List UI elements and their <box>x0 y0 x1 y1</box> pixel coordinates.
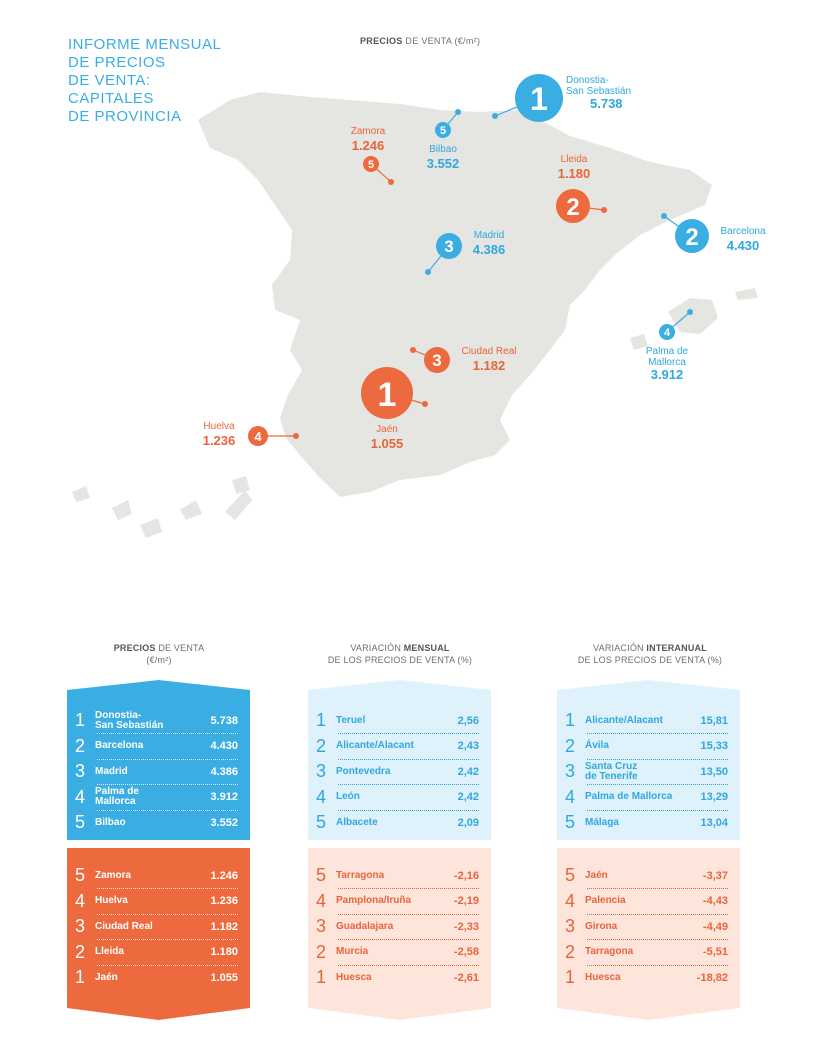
svg-text:2: 2 <box>685 224 699 251</box>
city-name: Bilbao <box>95 816 126 828</box>
svg-text:2: 2 <box>566 194 580 221</box>
city-value: 13,50 <box>700 765 728 778</box>
city-name: Palma de Mallorca <box>585 791 673 802</box>
city-value: 2,56 <box>457 714 479 727</box>
rank-number: 2 <box>316 735 327 756</box>
ranking-row <box>565 914 730 939</box>
rank-number: 1 <box>565 967 576 987</box>
ranking-row <box>316 914 481 939</box>
ranking-row <box>75 889 240 914</box>
rank-number: 5 <box>75 865 86 885</box>
map-title: PRECIOS DE VENTA (€/m²) <box>360 36 481 46</box>
ranking-row <box>316 759 481 784</box>
ranking-row <box>565 759 730 784</box>
label-lleida: Lleida 1.180 <box>557 154 591 181</box>
city-value: 1.246 <box>210 869 238 882</box>
city-value: 2,42 <box>457 791 479 803</box>
ranking-row <box>316 708 481 733</box>
city-value: 1.182 <box>210 920 238 933</box>
label-bilbao: Bilbao 3.552 <box>426 144 460 171</box>
city-value: -2,16 <box>453 869 479 882</box>
rank-number: 3 <box>316 761 327 781</box>
rank-number: 4 <box>75 786 86 807</box>
label-barcelona: Barcelona 4.430 <box>720 226 766 253</box>
city-value: -2,61 <box>453 971 479 984</box>
svg-text:5: 5 <box>439 125 447 137</box>
city-name: Madrid <box>95 765 128 777</box>
ranking-row <box>316 965 481 990</box>
city-name: Huelva <box>95 895 128 906</box>
rank-number: 3 <box>565 916 576 936</box>
canary-6 <box>225 490 252 520</box>
mallorca-shape <box>668 298 718 334</box>
city-value: 2,42 <box>457 765 479 778</box>
ranking-row <box>75 965 240 990</box>
rank-number: 5 <box>565 865 576 885</box>
city-name: León <box>336 791 360 802</box>
ranking-row <box>316 810 481 835</box>
label-palma: Palma de Mallorca 3.912 <box>645 346 689 382</box>
ranking-row <box>565 940 730 965</box>
rank-number: 1 <box>75 710 86 730</box>
col-head-prices: PRECIOS DE VENTA (€/m²) <box>113 643 205 665</box>
report-title: INFORME MENSUAL DE PRECIOS DE VENTA: CAPITALES DE PROVINCIA <box>68 36 222 125</box>
rank-number: 2 <box>75 941 86 962</box>
rank-number: 5 <box>565 812 576 832</box>
city-name: Jaén <box>95 971 118 983</box>
city-value: -5,51 <box>702 946 728 958</box>
rank-number: 2 <box>565 941 576 962</box>
city-value: 13,04 <box>700 816 728 829</box>
city-value: 1.180 <box>210 946 238 958</box>
city-value: 3.912 <box>210 791 238 803</box>
city-name: Guadalajara <box>336 920 394 932</box>
rank-number: 5 <box>75 812 86 832</box>
ranking-row <box>316 734 481 759</box>
canary-5 <box>232 476 250 494</box>
rank-number: 2 <box>565 735 576 756</box>
svg-text:1: 1 <box>377 376 397 414</box>
rank-number: 5 <box>316 865 327 885</box>
ranking-row <box>565 734 730 759</box>
city-value: 15,81 <box>700 714 728 727</box>
canary-1 <box>72 486 90 502</box>
svg-text:3: 3 <box>432 351 442 370</box>
city-value: -4,49 <box>702 920 728 933</box>
rank-number: 1 <box>316 710 327 730</box>
rank-number: 4 <box>565 890 576 911</box>
city-value: 15,33 <box>700 740 728 752</box>
label-madrid: Madrid 4.386 <box>472 230 506 257</box>
label-huelva: Huelva 1.236 <box>202 421 236 448</box>
rank-number: 3 <box>75 916 86 936</box>
rank-number: 1 <box>565 710 576 730</box>
ranking-row <box>565 708 730 733</box>
city-name: Palencia <box>585 895 626 906</box>
rank-number: 5 <box>316 812 327 832</box>
city-name: Tarragona <box>585 946 634 957</box>
label-zamora: Zamora 1.246 <box>350 126 386 153</box>
city-value: -4,43 <box>702 895 728 907</box>
label-jaen: Jaén 1.055 <box>370 424 404 451</box>
ranking-row <box>316 940 481 965</box>
svg-text:4: 4 <box>254 429 262 444</box>
city-value: 1.236 <box>210 895 238 907</box>
label-ciudad-real: Ciudad Real 1.182 <box>461 346 517 373</box>
city-name: Santa Cruz de Tenerife <box>585 760 638 782</box>
ranking-row <box>316 889 481 914</box>
city-value: 5.738 <box>210 714 238 727</box>
city-value: -2,58 <box>453 946 479 958</box>
label-donostia: Donostia- San Sebastián 5.738 <box>566 75 632 111</box>
city-name: Huesca <box>336 971 372 983</box>
ranking-row <box>316 863 481 888</box>
rank-number: 4 <box>316 890 327 911</box>
rank-number: 2 <box>316 941 327 962</box>
city-name: Pontevedra <box>336 765 391 777</box>
ranking-row <box>75 708 240 733</box>
city-name: Málaga <box>585 816 619 828</box>
city-name: Alicante/Alacant <box>585 714 663 726</box>
city-name: Donostia- San Sebastián <box>95 709 164 731</box>
city-name: Zamora <box>95 869 132 881</box>
ranking-row <box>75 863 240 888</box>
city-name: Jaén <box>585 869 608 881</box>
rank-number: 1 <box>316 967 327 987</box>
city-value: -2,19 <box>453 895 479 907</box>
rank-number: 4 <box>316 786 327 807</box>
ranking-row <box>75 785 240 810</box>
city-value: 4.386 <box>210 765 238 778</box>
city-value: -18,82 <box>696 971 728 984</box>
city-value: 1.055 <box>210 971 238 984</box>
city-name: Barcelona <box>95 740 144 751</box>
rank-number: 4 <box>565 786 576 807</box>
rank-number: 4 <box>75 890 86 911</box>
land-shapes <box>72 92 758 538</box>
canary-4 <box>180 500 202 520</box>
ranking-row <box>565 863 730 888</box>
city-value: 2,09 <box>457 816 479 829</box>
canary-2 <box>112 500 132 520</box>
city-value: 13,29 <box>700 791 728 803</box>
ranking-row <box>565 785 730 810</box>
ranking-row <box>75 914 240 939</box>
col-head-monthly: VARIACIÓN MENSUAL DE LOS PRECIOS DE VENTA (%) <box>327 643 473 665</box>
city-name: Ávila <box>585 740 609 751</box>
rank-number: 3 <box>316 916 327 936</box>
city-name: Alicante/Alacant <box>336 740 414 751</box>
ranking-row <box>316 785 481 810</box>
rank-number: 1 <box>75 967 86 987</box>
canary-3 <box>140 518 162 538</box>
city-name: Teruel <box>336 714 366 726</box>
city-name: Ciudad Real <box>95 920 153 932</box>
city-value: -3,37 <box>702 869 728 882</box>
ranking-row <box>565 965 730 990</box>
rank-number: 3 <box>75 761 86 781</box>
ranking-row <box>75 734 240 759</box>
svg-text:4: 4 <box>663 327 671 339</box>
city-value: 2,43 <box>457 740 479 752</box>
ranking-row <box>75 940 240 965</box>
city-value: 4.430 <box>210 740 238 752</box>
city-name: Lleida <box>95 946 124 957</box>
city-name: Palma de Mallorca <box>95 786 139 807</box>
rank-number: 3 <box>565 761 576 781</box>
city-name: Murcia <box>336 946 369 957</box>
rank-number: 2 <box>75 735 86 756</box>
city-name: Huesca <box>585 971 621 983</box>
city-name: Girona <box>585 920 618 932</box>
city-name: Tarragona <box>336 869 385 881</box>
city-value: -2,33 <box>453 920 479 933</box>
city-name: Albacete <box>336 816 378 828</box>
city-name: Pamplona/Iruña <box>336 895 412 906</box>
ranking-row <box>75 759 240 784</box>
ranking-row <box>565 810 730 835</box>
menorca-shape <box>735 288 758 300</box>
svg-text:5: 5 <box>367 159 375 171</box>
col-head-annual: VARIACIÓN INTERANUAL DE LOS PRECIOS DE VENTA (%) <box>577 643 723 665</box>
ranking-row <box>75 810 240 835</box>
city-value: 3.552 <box>210 816 238 829</box>
svg-text:3: 3 <box>444 237 454 256</box>
svg-text:1: 1 <box>530 81 548 117</box>
ranking-row <box>565 889 730 914</box>
